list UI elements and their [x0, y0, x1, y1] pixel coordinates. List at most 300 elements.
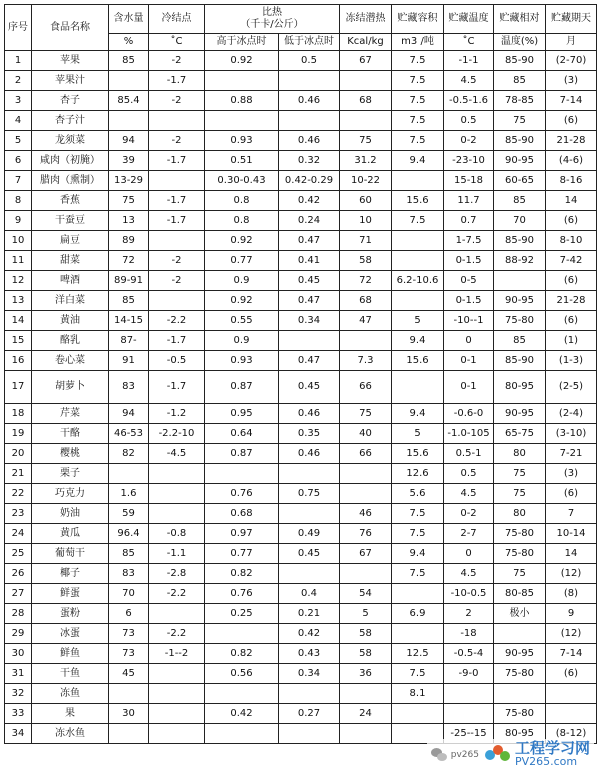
cell-latent — [340, 564, 392, 584]
cell-name: 鲜蛋 — [32, 584, 109, 604]
cell-heat-above: 0.30-0.43 — [205, 171, 279, 191]
cell-heat-above: 0.82 — [205, 564, 279, 584]
cell-heat-above: 0.9 — [205, 271, 279, 291]
cell-water: 59 — [109, 504, 149, 524]
cell-no: 10 — [5, 231, 32, 251]
cell-heat-above: 0.68 — [205, 504, 279, 524]
cell-period: (6) — [546, 664, 597, 684]
cell-volume: 15.6 — [392, 444, 444, 464]
cell-freeze: -2.8 — [149, 564, 205, 584]
cell-no: 27 — [5, 584, 32, 604]
cell-volume: 5 — [392, 311, 444, 331]
cell-heat-below: 0.34 — [279, 664, 340, 684]
cell-heat-above: 0.97 — [205, 524, 279, 544]
cell-latent: 72 — [340, 271, 392, 291]
cell-humidity: 85 — [494, 331, 546, 351]
cell-name: 冻鱼 — [32, 684, 109, 704]
cell-freeze — [149, 231, 205, 251]
unit-temp: ˚C — [444, 34, 494, 51]
cell-volume: 5 — [392, 424, 444, 444]
cell-freeze: -1.1 — [149, 544, 205, 564]
cell-water — [109, 684, 149, 704]
cell-temp: 4.5 — [444, 484, 494, 504]
cell-water: 85 — [109, 51, 149, 71]
cell-heat-below: 0.47 — [279, 351, 340, 371]
cell-latent: 36 — [340, 664, 392, 684]
cell-temp: 0.5-1 — [444, 444, 494, 464]
cell-name: 黄瓜 — [32, 524, 109, 544]
table-row — [5, 211, 597, 231]
cell-heat-below: 0.35 — [279, 424, 340, 444]
cell-heat-below: 0.42 — [279, 191, 340, 211]
watermark-handle: pv265 — [450, 750, 479, 760]
unit-water: % — [109, 34, 149, 51]
cell-freeze — [149, 171, 205, 191]
cell-water: 13-29 — [109, 171, 149, 191]
cell-temp: 0-2 — [444, 504, 494, 524]
cell-temp: 4.5 — [444, 71, 494, 91]
cell-freeze — [149, 464, 205, 484]
cell-humidity: 80-95 — [494, 371, 546, 404]
cell-volume: 15.6 — [392, 191, 444, 211]
cell-latent: 58 — [340, 251, 392, 271]
cell-water: 94 — [109, 404, 149, 424]
cell-latent: 67 — [340, 51, 392, 71]
cell-name: 扁豆 — [32, 231, 109, 251]
cell-water: 73 — [109, 624, 149, 644]
cell-water: 45 — [109, 664, 149, 684]
cell-name: 酪乳 — [32, 331, 109, 351]
cell-period: 7-21 — [546, 444, 597, 464]
table-row — [5, 291, 597, 311]
cell-heat-below — [279, 464, 340, 484]
cell-name: 鲜鱼 — [32, 644, 109, 664]
cell-no: 8 — [5, 191, 32, 211]
cell-heat-above: 0.82 — [205, 644, 279, 664]
cell-latent: 66 — [340, 371, 392, 404]
cell-heat-above — [205, 684, 279, 704]
table-row — [5, 404, 597, 424]
cell-water: 1.6 — [109, 484, 149, 504]
cell-volume: 9.4 — [392, 151, 444, 171]
unit-humidity: 温度(%) — [494, 34, 546, 51]
cell-humidity: 75 — [494, 111, 546, 131]
table-row — [5, 464, 597, 484]
cell-latent: 24 — [340, 704, 392, 724]
cell-heat-below: 0.41 — [279, 251, 340, 271]
food-storage-table-container — [4, 4, 596, 744]
cell-name: 杏子汁 — [32, 111, 109, 131]
cell-period: (1) — [546, 331, 597, 351]
cell-period: (1-3) — [546, 351, 597, 371]
cell-heat-above: 0.92 — [205, 51, 279, 71]
cell-temp: 2-7 — [444, 524, 494, 544]
cell-heat-above: 0.51 — [205, 151, 279, 171]
cell-freeze: -2 — [149, 251, 205, 271]
cell-no: 33 — [5, 704, 32, 724]
cell-heat-below: 0.24 — [279, 211, 340, 231]
cell-freeze: -1.7 — [149, 331, 205, 351]
cell-humidity: 90-95 — [494, 291, 546, 311]
header-specific-heat-unit: （千卡/公斤） — [240, 19, 304, 30]
cell-period: (8) — [546, 584, 597, 604]
header-period: 贮藏期天 — [546, 5, 597, 34]
cell-period: (2-70) — [546, 51, 597, 71]
table-row — [5, 484, 597, 504]
cell-water: 13 — [109, 211, 149, 231]
cell-water: 94 — [109, 131, 149, 151]
cell-latent: 7.3 — [340, 351, 392, 371]
cell-heat-below: 0.34 — [279, 311, 340, 331]
cell-period: 8-10 — [546, 231, 597, 251]
cell-volume — [392, 624, 444, 644]
table-row — [5, 71, 597, 91]
cell-humidity: 85-90 — [494, 351, 546, 371]
cell-heat-above: 0.76 — [205, 484, 279, 504]
cell-humidity: 75-80 — [494, 544, 546, 564]
cell-period: 7-14 — [546, 91, 597, 111]
cell-humidity: 80 — [494, 444, 546, 464]
cell-humidity — [494, 684, 546, 704]
cell-volume: 7.5 — [392, 211, 444, 231]
cell-temp: 0-1.5 — [444, 291, 494, 311]
table-row — [5, 704, 597, 724]
cell-latent: 31.2 — [340, 151, 392, 171]
unit-freeze: ˚C — [149, 34, 205, 51]
cell-humidity: 80-95 — [494, 724, 546, 744]
cell-period: 7-42 — [546, 251, 597, 271]
cell-freeze: -0.8 — [149, 524, 205, 544]
cell-heat-above: 0.64 — [205, 424, 279, 444]
cell-humidity: 75 — [494, 484, 546, 504]
cell-no: 13 — [5, 291, 32, 311]
watermark-domain: PV265.com — [514, 755, 578, 768]
cell-heat-above: 0.93 — [205, 351, 279, 371]
cell-freeze — [149, 111, 205, 131]
table-row — [5, 111, 597, 131]
unit-volume: m3 /吨 — [392, 34, 444, 51]
cell-heat-above — [205, 624, 279, 644]
cell-latent — [340, 464, 392, 484]
cell-latent — [340, 331, 392, 351]
cell-humidity: 90-95 — [494, 151, 546, 171]
cell-water: 96.4 — [109, 524, 149, 544]
cell-no: 4 — [5, 111, 32, 131]
cell-humidity: 85-90 — [494, 131, 546, 151]
header-specific-heat — [205, 5, 340, 34]
cell-volume — [392, 584, 444, 604]
cell-temp: 0.5 — [444, 111, 494, 131]
cell-period: (4-6) — [546, 151, 597, 171]
cell-water: 87- — [109, 331, 149, 351]
cell-name: 甜菜 — [32, 251, 109, 271]
cell-humidity: 70 — [494, 211, 546, 231]
cell-freeze: -2 — [149, 91, 205, 111]
cell-humidity: 75-80 — [494, 311, 546, 331]
cell-temp: -0.6-0 — [444, 404, 494, 424]
table-body — [5, 51, 597, 744]
cell-heat-below — [279, 724, 340, 744]
cell-no: 25 — [5, 544, 32, 564]
cell-name: 栗子 — [32, 464, 109, 484]
cell-latent — [340, 724, 392, 744]
cell-period: (6) — [546, 211, 597, 231]
cell-period: (3) — [546, 71, 597, 91]
cell-humidity: 极小 — [494, 604, 546, 624]
table-row — [5, 584, 597, 604]
cell-volume: 9.4 — [392, 404, 444, 424]
cell-no: 12 — [5, 271, 32, 291]
table-row — [5, 171, 597, 191]
cell-name: 干酪 — [32, 424, 109, 444]
cell-temp: -1-1 — [444, 51, 494, 71]
cell-humidity: 78-85 — [494, 91, 546, 111]
cell-freeze: -1.7 — [149, 211, 205, 231]
cell-heat-below: 0.45 — [279, 544, 340, 564]
cell-name: 啤酒 — [32, 271, 109, 291]
cell-no: 31 — [5, 664, 32, 684]
cell-period: (12) — [546, 564, 597, 584]
unit-heat-below: 低于冰点时 — [279, 34, 340, 51]
cell-freeze — [149, 684, 205, 704]
cell-volume: 7.5 — [392, 524, 444, 544]
cell-temp: 0-5 — [444, 271, 494, 291]
cell-volume — [392, 251, 444, 271]
cell-humidity: 90-95 — [494, 644, 546, 664]
cell-heat-above: 0.8 — [205, 191, 279, 211]
cell-water: 83 — [109, 564, 149, 584]
cell-no: 18 — [5, 404, 32, 424]
cell-heat-below — [279, 504, 340, 524]
cell-water — [109, 464, 149, 484]
cell-latent: 67 — [340, 544, 392, 564]
cell-name: 冰蛋 — [32, 624, 109, 644]
cell-no: 26 — [5, 564, 32, 584]
cell-water: 83 — [109, 371, 149, 404]
cell-volume: 7.5 — [392, 71, 444, 91]
cell-no: 2 — [5, 71, 32, 91]
cell-volume — [392, 171, 444, 191]
cell-heat-above: 0.56 — [205, 664, 279, 684]
cell-heat-below: 0.45 — [279, 271, 340, 291]
cell-name: 胡萝卜 — [32, 371, 109, 404]
cell-name: 黄油 — [32, 311, 109, 331]
cell-heat-below: 0.4 — [279, 584, 340, 604]
cell-humidity: 85-90 — [494, 231, 546, 251]
cell-humidity: 75-80 — [494, 664, 546, 684]
table-row — [5, 191, 597, 211]
cell-heat-below — [279, 684, 340, 704]
cell-no: 6 — [5, 151, 32, 171]
cell-period: (2-5) — [546, 371, 597, 404]
cell-temp: 0-1 — [444, 351, 494, 371]
cell-name: 苹果汁 — [32, 71, 109, 91]
header-volume: 贮藏容积 — [392, 5, 444, 34]
cell-heat-below: 0.43 — [279, 644, 340, 664]
cell-latent: 76 — [340, 524, 392, 544]
cell-period: 7-14 — [546, 644, 597, 664]
cell-freeze — [149, 704, 205, 724]
cell-temp: 2 — [444, 604, 494, 624]
cell-latent: 68 — [340, 91, 392, 111]
cell-temp: -9-0 — [444, 664, 494, 684]
cell-heat-below: 0.42-0.29 — [279, 171, 340, 191]
header-water: 含水量 — [109, 5, 149, 34]
table-row — [5, 131, 597, 151]
cell-freeze — [149, 484, 205, 504]
cell-water: 91 — [109, 351, 149, 371]
cell-no: 14 — [5, 311, 32, 331]
cell-humidity: 75 — [494, 564, 546, 584]
cell-heat-below: 0.46 — [279, 444, 340, 464]
cell-humidity: 85-90 — [494, 51, 546, 71]
header-humidity: 贮藏相对 — [494, 5, 546, 34]
cell-temp: -1.0-105 — [444, 424, 494, 444]
cell-name: 洋白菜 — [32, 291, 109, 311]
cell-humidity: 75-80 — [494, 704, 546, 724]
cell-no: 7 — [5, 171, 32, 191]
table-row — [5, 271, 597, 291]
header-temp: 贮藏温度 — [444, 5, 494, 34]
cell-latent: 54 — [340, 584, 392, 604]
cell-heat-above: 0.77 — [205, 544, 279, 564]
cell-temp: 0-1 — [444, 371, 494, 404]
cell-latent: 75 — [340, 404, 392, 424]
cell-humidity — [494, 624, 546, 644]
watermark-site-name: 工程学习网 — [514, 739, 590, 757]
cell-volume — [392, 231, 444, 251]
cell-temp — [444, 704, 494, 724]
cell-humidity: 65-75 — [494, 424, 546, 444]
cell-name: 干蚕豆 — [32, 211, 109, 231]
cell-water: 6 — [109, 604, 149, 624]
cell-heat-above: 0.77 — [205, 251, 279, 271]
cell-volume: 12.6 — [392, 464, 444, 484]
cell-volume: 8.1 — [392, 684, 444, 704]
cell-heat-below: 0.75 — [279, 484, 340, 504]
cell-temp: -18 — [444, 624, 494, 644]
cell-name: 巧克力 — [32, 484, 109, 504]
cell-heat-above — [205, 464, 279, 484]
cell-volume: 6.9 — [392, 604, 444, 624]
header-name: 食品名称 — [32, 5, 109, 51]
cell-latent: 46 — [340, 504, 392, 524]
cell-name: 椰子 — [32, 564, 109, 584]
cell-freeze — [149, 291, 205, 311]
cell-heat-below: 0.21 — [279, 604, 340, 624]
cell-volume: 7.5 — [392, 91, 444, 111]
cell-water: 72 — [109, 251, 149, 271]
cell-volume: 7.5 — [392, 504, 444, 524]
cell-latent: 40 — [340, 424, 392, 444]
cell-volume — [392, 371, 444, 404]
cell-freeze: -1.7 — [149, 151, 205, 171]
cell-water: 46-53 — [109, 424, 149, 444]
table-row — [5, 544, 597, 564]
cell-period: 9 — [546, 604, 597, 624]
table-row — [5, 524, 597, 544]
cell-heat-above: 0.87 — [205, 371, 279, 404]
cell-temp: 0 — [444, 331, 494, 351]
cell-temp: -25--15 — [444, 724, 494, 744]
cell-period: 10-14 — [546, 524, 597, 544]
cell-latent: 58 — [340, 624, 392, 644]
cell-temp: 0 — [444, 544, 494, 564]
cell-freeze: -2.2 — [149, 311, 205, 331]
cell-heat-below: 0.46 — [279, 131, 340, 151]
cell-no: 21 — [5, 464, 32, 484]
cell-humidity — [494, 271, 546, 291]
cell-humidity: 80-85 — [494, 584, 546, 604]
cell-heat-above — [205, 111, 279, 131]
cell-volume: 9.4 — [392, 544, 444, 564]
cell-heat-below: 0.27 — [279, 704, 340, 724]
cell-no: 16 — [5, 351, 32, 371]
cell-volume: 7.5 — [392, 111, 444, 131]
cell-latent: 66 — [340, 444, 392, 464]
cell-temp — [444, 684, 494, 704]
cell-latent — [340, 111, 392, 131]
cell-latent: 5 — [340, 604, 392, 624]
cell-heat-below: 0.47 — [279, 231, 340, 251]
cell-volume: 12.5 — [392, 644, 444, 664]
cell-heat-below: 0.47 — [279, 291, 340, 311]
cell-name: 蛋粉 — [32, 604, 109, 624]
cell-latent: 47 — [340, 311, 392, 331]
cell-heat-below: 0.45 — [279, 371, 340, 404]
cell-period: 14 — [546, 544, 597, 564]
cell-volume: 7.5 — [392, 564, 444, 584]
cell-temp: 11.7 — [444, 191, 494, 211]
cell-no: 11 — [5, 251, 32, 271]
cell-water: 85 — [109, 291, 149, 311]
cell-latent: 10 — [340, 211, 392, 231]
cell-no: 15 — [5, 331, 32, 351]
cell-humidity: 75 — [494, 464, 546, 484]
cell-no: 24 — [5, 524, 32, 544]
cell-period: (3-10) — [546, 424, 597, 444]
cell-no: 22 — [5, 484, 32, 504]
cell-no: 5 — [5, 131, 32, 151]
cell-no: 1 — [5, 51, 32, 71]
cell-heat-below: 0.46 — [279, 404, 340, 424]
cell-latent: 58 — [340, 644, 392, 664]
cell-heat-above: 0.25 — [205, 604, 279, 624]
unit-latent: Kcal/kg — [340, 34, 392, 51]
cell-heat-below: 0.5 — [279, 51, 340, 71]
cell-water: 85.4 — [109, 91, 149, 111]
cell-volume: 7.5 — [392, 51, 444, 71]
cell-heat-above: 0.88 — [205, 91, 279, 111]
table-row — [5, 51, 597, 71]
header-latent: 冻结潜热 — [340, 5, 392, 34]
cell-water: 75 — [109, 191, 149, 211]
cell-heat-above: 0.93 — [205, 131, 279, 151]
cell-temp: 0.5 — [444, 464, 494, 484]
cell-freeze: -1.2 — [149, 404, 205, 424]
cell-water: 14-15 — [109, 311, 149, 331]
cell-period: (6) — [546, 271, 597, 291]
cell-name: 樱桃 — [32, 444, 109, 464]
cell-latent: 75 — [340, 131, 392, 151]
cell-no: 32 — [5, 684, 32, 704]
cell-freeze: -1.7 — [149, 71, 205, 91]
table-row — [5, 644, 597, 664]
table-row — [5, 231, 597, 251]
cell-name: 香蕉 — [32, 191, 109, 211]
cell-heat-above — [205, 724, 279, 744]
cell-latent — [340, 684, 392, 704]
